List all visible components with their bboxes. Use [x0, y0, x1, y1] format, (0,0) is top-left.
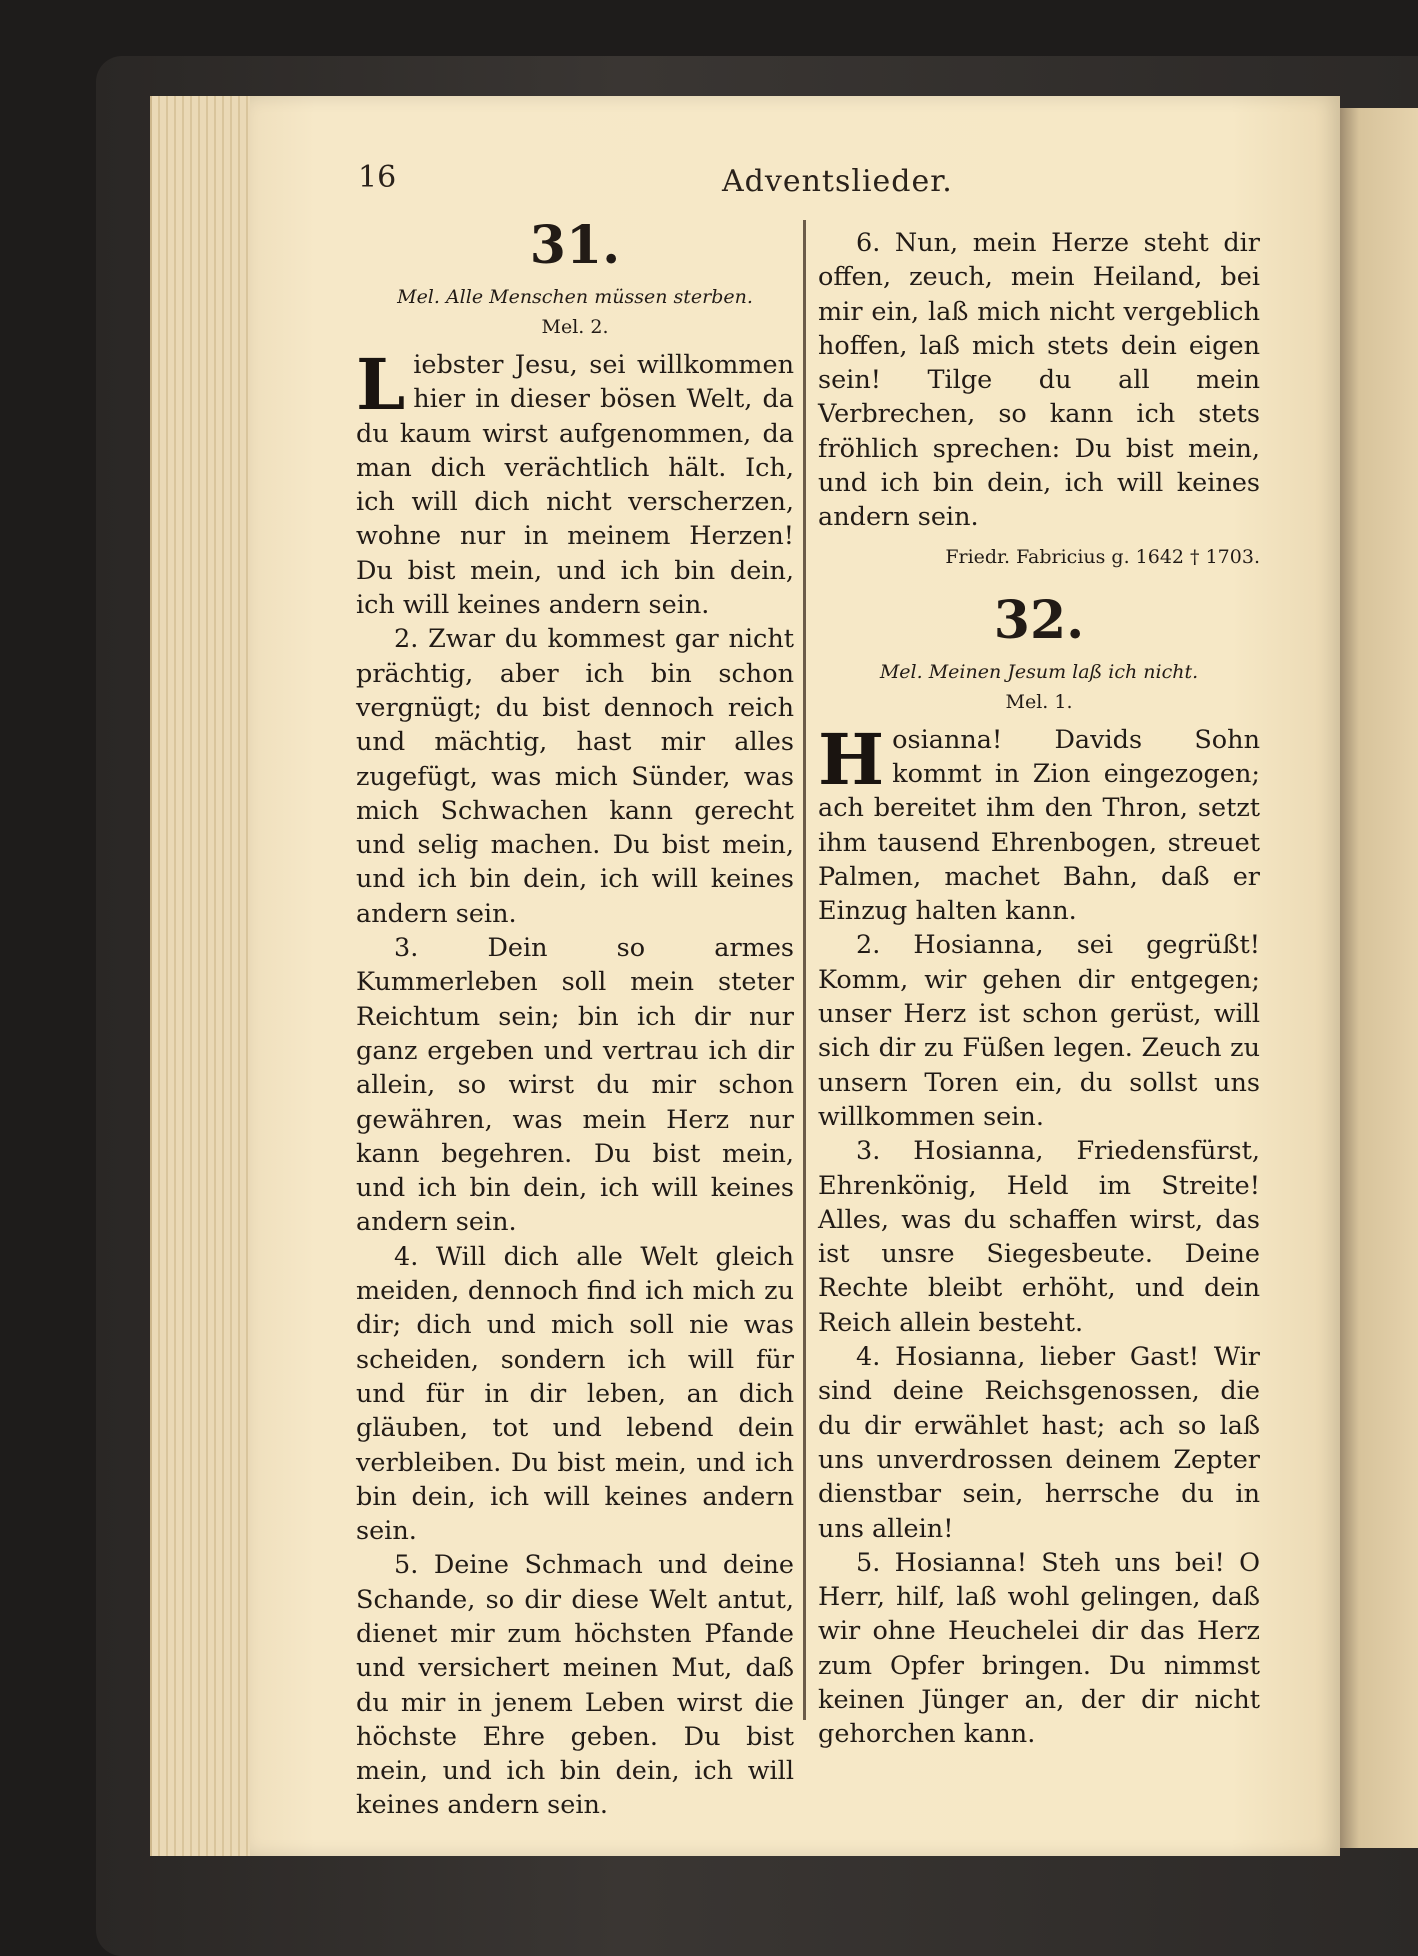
hymn-31-verse-5: 5. Deine Schmach und deine Schande, so dir diese Welt antut, dienet mir zum höchsten Pfande und versichert meinen Mut, daß du mir in jenem Leben wirst die höchste Ehre geben. Du bist mein, und ich bin dein, ich will keines andern sein.: [356, 1550, 794, 1821]
hymn-32-verse-2: 2. Hosianna, sei gegrüßt! Komm, wir gehen dir entgegen; unser Herz ist schon gerüst, will sich dir zu Füßen legen. Zeuch zu unsern Toren ein, du sollst uns willkommen sein.: [818, 930, 1260, 1132]
hymn-31-verse-3: 3. Dein so armes Kummerleben soll mein steter Reichtum sein; bin ich dir nur ganz ergeben und vertrau ich dir allein, so wirst du mir schon gewähren, was mein Herz nur kann begehren. Du bist mein, und ich bin dein, ich will keines andern sein.: [356, 933, 794, 1238]
hymn-31-author: Friedr. Fabricius g. 1642 † 1703.: [945, 545, 1260, 568]
hymn-32-verse-1: [818, 717, 1260, 929]
hymn-31-number: 31.: [529, 215, 621, 276]
hymn-32-verse-3: 3. Hosianna, Friedensfürst, Ehrenkönig, Held im Streite! Alles, was du schaffen wirst, das ist unsre Siegesbeute. Deine Rechte bleibt erhöht, und dein Reich allein besteht.: [818, 1136, 1260, 1338]
hymn-31-verse-1-text: iebster Jesu, sei willkommen hier in dieser bösen Welt, da du kaum wirst aufgenommen, da man dich verächtlich hält. Ich, ich will dich nicht verscherzen, wohne nur in meinem Herzen! Du bist mein, und ich bin dein, ich will keines andern sein.: [356, 350, 794, 621]
hymn-31-dropcap: L: [356, 343, 406, 426]
hymn-31-melody-ref: Mel. 2.: [541, 316, 609, 338]
hymn-31-melody: Mel. Alle Menschen müssen sterben.: [397, 286, 753, 308]
page-number: 16: [358, 160, 397, 195]
section-title: Adventslieder.: [722, 164, 953, 199]
hymn-32-melody-ref: Mel. 1.: [1005, 690, 1073, 713]
hymn-32-verse-1-text: osianna! Davids Sohn kommt in Zion eingezogen; ach bereitet ihm den Thron, setzt ihm tausend Ehrenbogen, streuet Palmen, machet Bahn, daß er Einzug halten kann.: [818, 724, 1260, 927]
facing-page-edge: [1334, 108, 1418, 1848]
hymn-31-verse-6: 6. Nun, mein Herze steht dir offen, zeuch, mein Heiland, bei mir ein, laß mich nicht vergeblich hoffen, laß mich stets dein eigen sein! Tilge du all mein Verbrechen, so kann ich stets fröhlich sprechen: Du bist mein, und ich bin dein, ich will keines andern sein.: [818, 228, 1260, 533]
hymn-32-verse-5: 5. Hosianna! Steh uns bei! O Herr, hilf, laß wohl gelingen, daß wir ohne Heuchelei dir das Herz zum Opfer bringen. Du nimmst keinen Jünger an, der dir nicht gehorchen kann.: [818, 1547, 1260, 1750]
hymn-32-dropcap: H: [818, 717, 885, 801]
hymn-31-verse-4: 4. Will dich alle Welt gleich meiden, dennoch find ich mich zu dir; dich und mich soll nie was scheiden, sondern ich will für und für in dir leben, an dich gläuben, tot und lebend dein verbleiben. Du bist mein, und ich bin dein, ich will keines andern sein.: [356, 1241, 794, 1547]
hymn-31-verse-1: [356, 343, 794, 622]
hymn-32-number: 32.: [993, 589, 1085, 651]
left-column: [356, 210, 794, 1823]
hymn-32-verse-4: 4. Hosianna, lieber Gast! Wir sind deine Reichsgenossen, die du dir erwählet hast; ach so laß uns unverdrossen deinem Zepter dienstbar sein, herrsche du in uns allein!: [818, 1342, 1260, 1544]
page-stack-edges: [150, 96, 264, 1856]
hymn-32-melody: Mel. Meinen Jesum laß ich nicht.: [879, 660, 1199, 683]
column-divider: [803, 220, 806, 1720]
hymn-31-verse-2: 2. Zwar du kommest gar nicht prächtig, aber ich bin schon vergnügt; du bist dennoch reich und mächtig, hast mir alles zugefügt, was mich Sünder, was mich Schwachen kann gerecht und selig machen. Du bist mein, und ich bin dein, ich will keines andern sein.: [356, 624, 794, 929]
right-column: [818, 226, 1260, 1752]
